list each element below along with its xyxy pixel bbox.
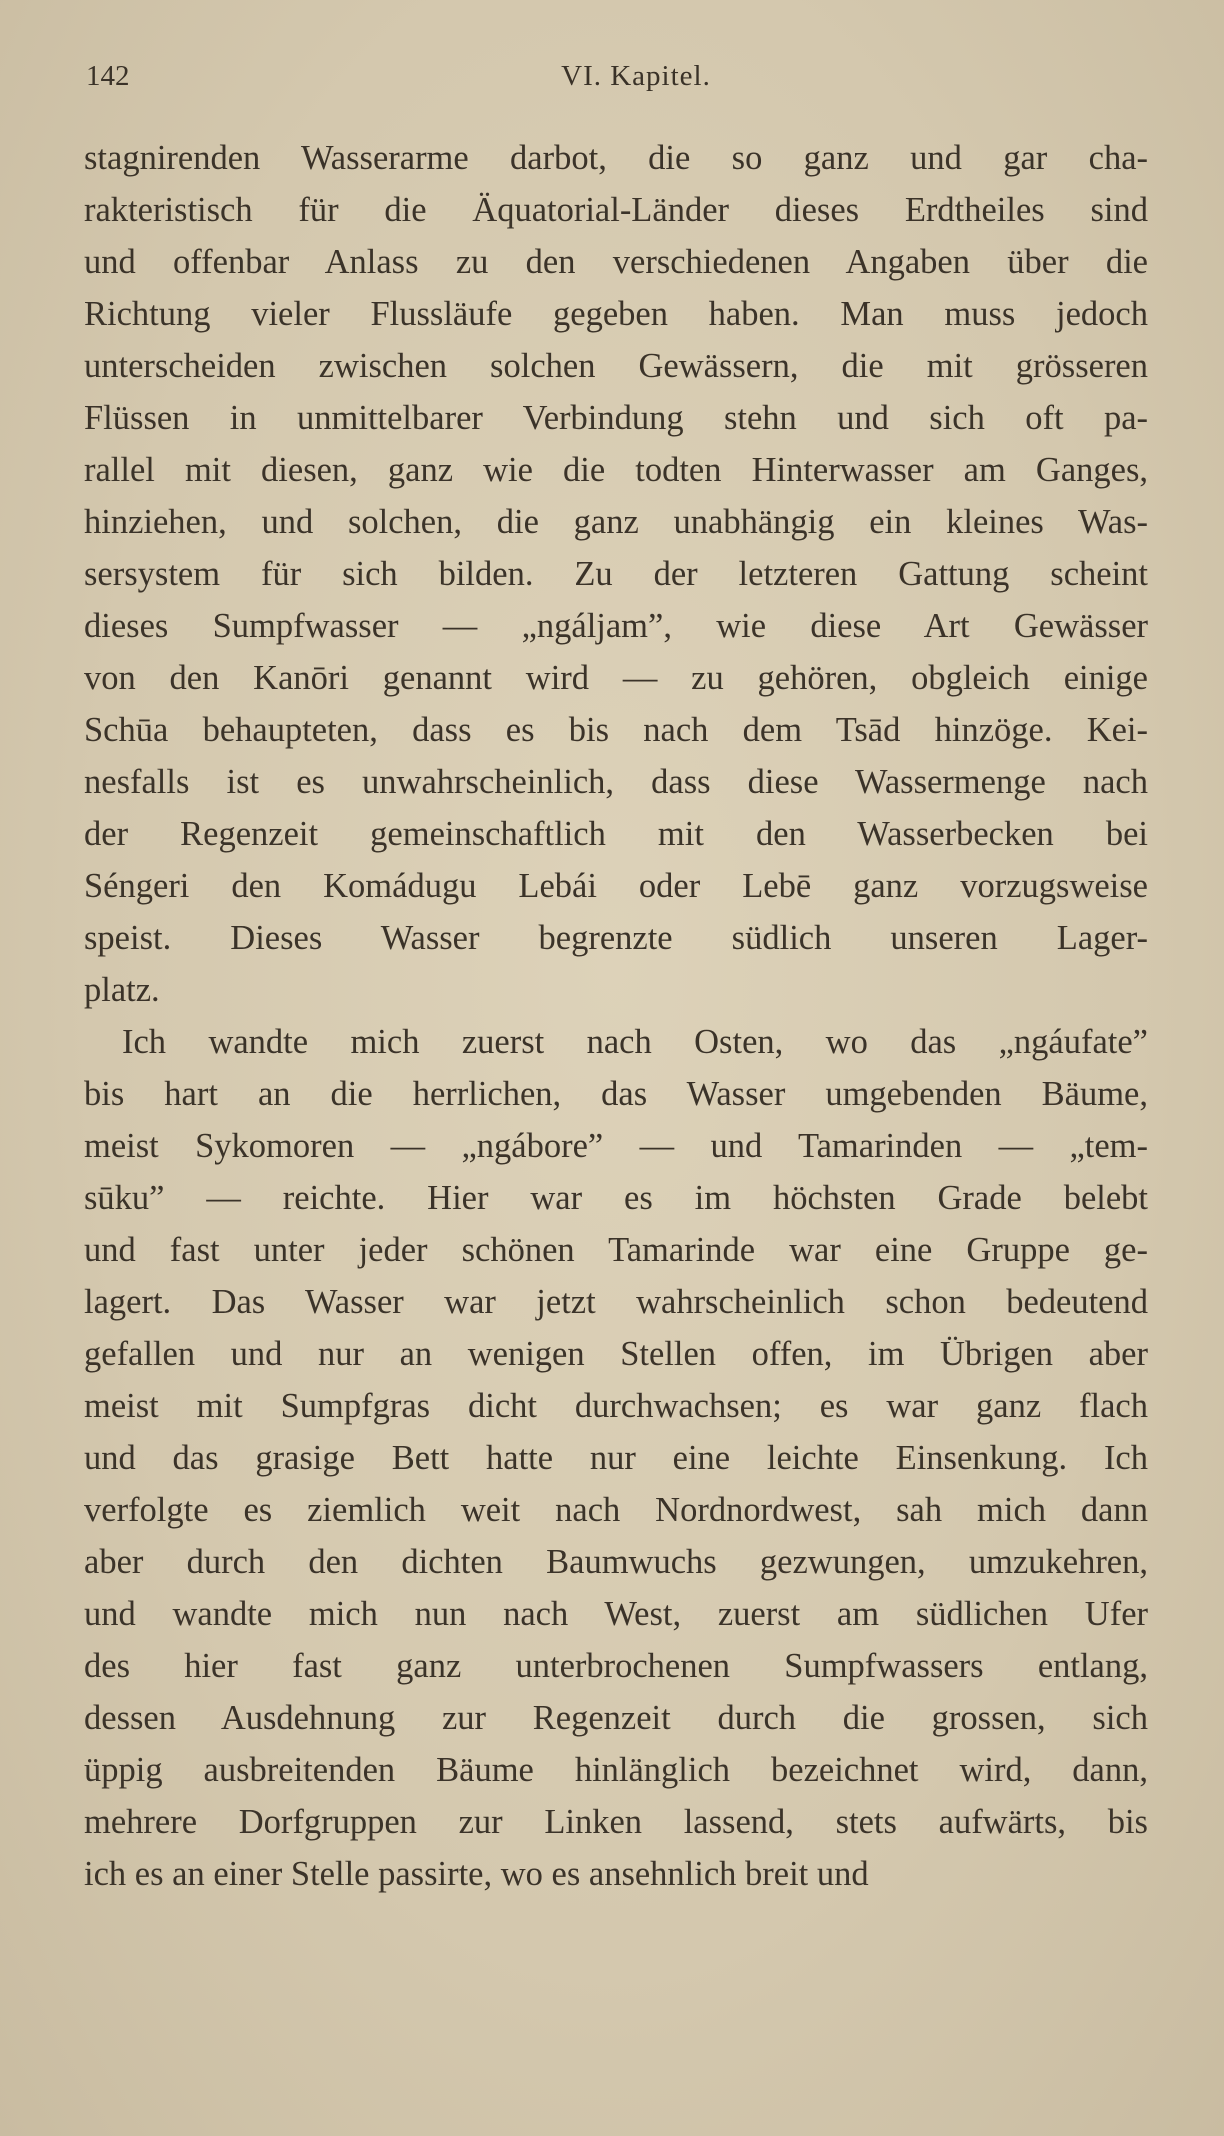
text-line: hinziehen, und solchen, die ganz unabhängig ein kleines Was- (84, 503, 1148, 541)
text-line: und wandte mich nun nach West, zuerst am südlichen Ufer (84, 1595, 1148, 1633)
text-line: bis hart an die herrlichen, das Wasser umgebenden Bäume, (84, 1075, 1148, 1113)
text-line: dessen Ausdehnung zur Regenzeit durch die grossen, sich (84, 1699, 1148, 1737)
text-line: meist mit Sumpfgras dicht durchwachsen; es war ganz flach (84, 1387, 1148, 1425)
text-line: Schūa behaupteten, dass es bis nach dem Tsād hinzöge. Kei- (84, 711, 1148, 749)
body-text (84, 132, 1148, 1900)
text-line: platz. (84, 971, 160, 1009)
text-line: nesfalls ist es unwahrscheinlich, dass diese Wassermenge nach (84, 763, 1148, 801)
text-line: aber durch den dichten Baumwuchs gezwungen, umzukehren, (84, 1543, 1148, 1581)
text-line: rallel mit diesen, ganz wie die todten Hinterwasser am Ganges, (84, 451, 1148, 489)
page-header (86, 60, 1146, 104)
text-line: mehrere Dorfgruppen zur Linken lassend, stets aufwärts, bis (84, 1803, 1148, 1841)
text-line: Richtung vieler Flussläufe gegeben haben. Man muss jedoch (84, 295, 1148, 333)
text-line: rakteristisch für die Äquatorial-Länder dieses Erdtheiles sind (84, 191, 1148, 229)
text-line: üppig ausbreitenden Bäume hinlänglich bezeichnet wird, dann, (84, 1751, 1148, 1789)
text-line: des hier fast ganz unterbrochenen Sumpfwassers entlang, (84, 1647, 1148, 1685)
text-line: lagert. Das Wasser war jetzt wahrscheinlich schon bedeutend (84, 1283, 1148, 1321)
text-line: von den Kanōri genannt wird — zu gehören, obgleich einige (84, 659, 1148, 697)
paragraph-2 (84, 1016, 1148, 1900)
text-line: speist. Dieses Wasser begrenzte südlich unseren Lager- (84, 919, 1148, 957)
text-line: der Regenzeit gemeinschaftlich mit den Wasserbecken bei (84, 815, 1148, 853)
text-line: gefallen und nur an wenigen Stellen offen, im Übrigen aber (84, 1335, 1148, 1373)
text-line: sersystem für sich bilden. Zu der letzteren Gattung scheint (84, 555, 1148, 593)
text-line: Séngeri den Komádugu Lebái oder Lebē ganz vorzugsweise (84, 867, 1148, 905)
text-line: dieses Sumpfwasser — „ngáljam”, wie diese Art Gewässer (84, 607, 1148, 645)
text-line: meist Sykomoren — „ngábore” — und Tamarinden — „tem- (84, 1127, 1148, 1165)
text-line: Flüssen in unmittelbarer Verbindung stehn und sich oft pa- (84, 399, 1148, 437)
page-number: 142 (86, 60, 130, 92)
text-line: verfolgte es ziemlich weit nach Nordnordwest, sah mich dann (84, 1491, 1148, 1529)
paragraph-1 (84, 132, 1148, 1016)
text-line: und offenbar Anlass zu den verschiedenen Angaben über die (84, 243, 1148, 281)
text-line: unterscheiden zwischen solchen Gewässern, die mit grösseren (84, 347, 1148, 385)
text-line: und fast unter jeder schönen Tamarinde war eine Gruppe ge- (84, 1231, 1148, 1269)
text-line: stagnirenden Wasserarme darbot, die so ganz und gar cha- (84, 139, 1148, 177)
text-line: und das grasige Bett hatte nur eine leichte Einsenkung. Ich (84, 1439, 1148, 1477)
text-line: sūku” — reichte. Hier war es im höchsten Grade belebt (84, 1179, 1148, 1217)
text-line: Ich wandte mich zuerst nach Osten, wo das „ngáufate” (122, 1023, 1148, 1061)
text-line: ich es an einer Stelle passirte, wo es ansehnlich breit und (84, 1855, 869, 1893)
running-head: VI. Kapitel. (561, 60, 711, 92)
